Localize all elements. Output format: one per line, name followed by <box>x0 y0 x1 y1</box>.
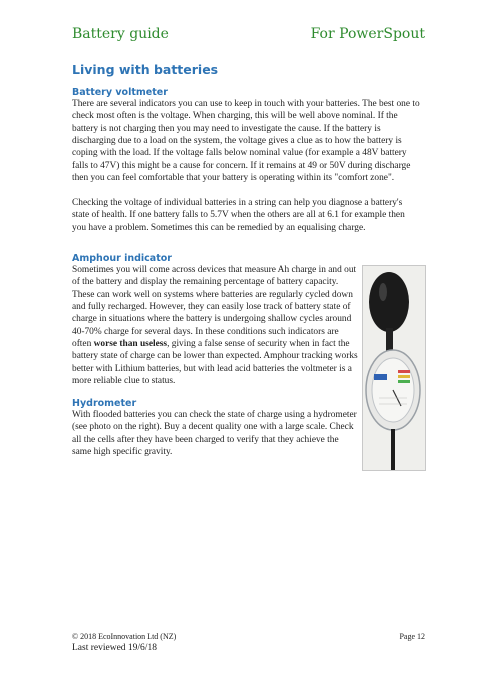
section-title: Living with batteries <box>72 62 219 77</box>
footer-reviewed: Last reviewed 19/6/18 <box>72 643 157 653</box>
amphour-text-after: , giving a false sense of security when in fact the battery state of charge can be lower than expected. Amphour tracking works better with Lithium batteries, but with lead acid batteries the voltmeter is a more reliable clue to status. <box>72 339 358 387</box>
heading-battery-voltmeter: Battery voltmeter <box>72 87 168 98</box>
hydrometer-paragraph: With flooded batteries you can check the state of charge using a hydrometer (see photo on the right). Buy a decent quality one with a large scale. Check all the cells after they have been charged to verify that they achieve the same high specific gravity. <box>72 410 357 458</box>
heading-hydrometer: Hydrometer <box>72 398 137 409</box>
heading-amphour-indicator: Amphour indicator <box>72 253 172 264</box>
header-left: Battery guide <box>72 26 169 42</box>
footer-copyright: © 2018 EcoInnovation Ltd (NZ) <box>72 632 177 641</box>
amphour-text-before: Sometimes you will come across devices that measure Ah charge in and out of the battery and display the remaining percentage of battery capacity. These can work well on systems where batteries are regularly cycled down and fully recharged. However, they can easily lose track of battery state of charge in situations where the battery is undergoing shallow cycles around 40-70% charge for several days. In these conditions such indicators are often <box>72 265 357 350</box>
hydrometer-photo <box>362 265 426 471</box>
footer-line <box>72 632 425 641</box>
hydrometer-illustration <box>363 266 425 470</box>
page-header <box>72 26 425 42</box>
voltmeter-paragraph-1: There are several indicators you can use to keep in touch with your batteries. The best one to check most often is the voltage. When charging, this will be well above nominal. If the battery is not charging then you may need to investigate the cause. If the battery is discharging due to a load on the system, the voltage gives a clue as to how the battery is coping with the load. If the voltage falls below nominal value (for example a 48V battery falls to 47V) this might be a cause for concern. If it remains at 49 or 50V during discharge then you can feel comfortable that your battery is operating within its "comfort zone". <box>72 99 420 184</box>
amphour-bold-text: worse than useless <box>93 339 168 350</box>
amphour-paragraph <box>72 264 358 387</box>
voltmeter-paragraph-2: Checking the voltage of individual batteries in a string can help you diagnose a battery's state of health. If one battery falls to 5.7V when the others are all at 6.1 for example then you have a problem. Sometimes this can be remedied by an equalising charge. <box>72 198 405 233</box>
header-right: For PowerSpout <box>310 26 425 42</box>
footer-page-number: Page 12 <box>399 632 425 641</box>
